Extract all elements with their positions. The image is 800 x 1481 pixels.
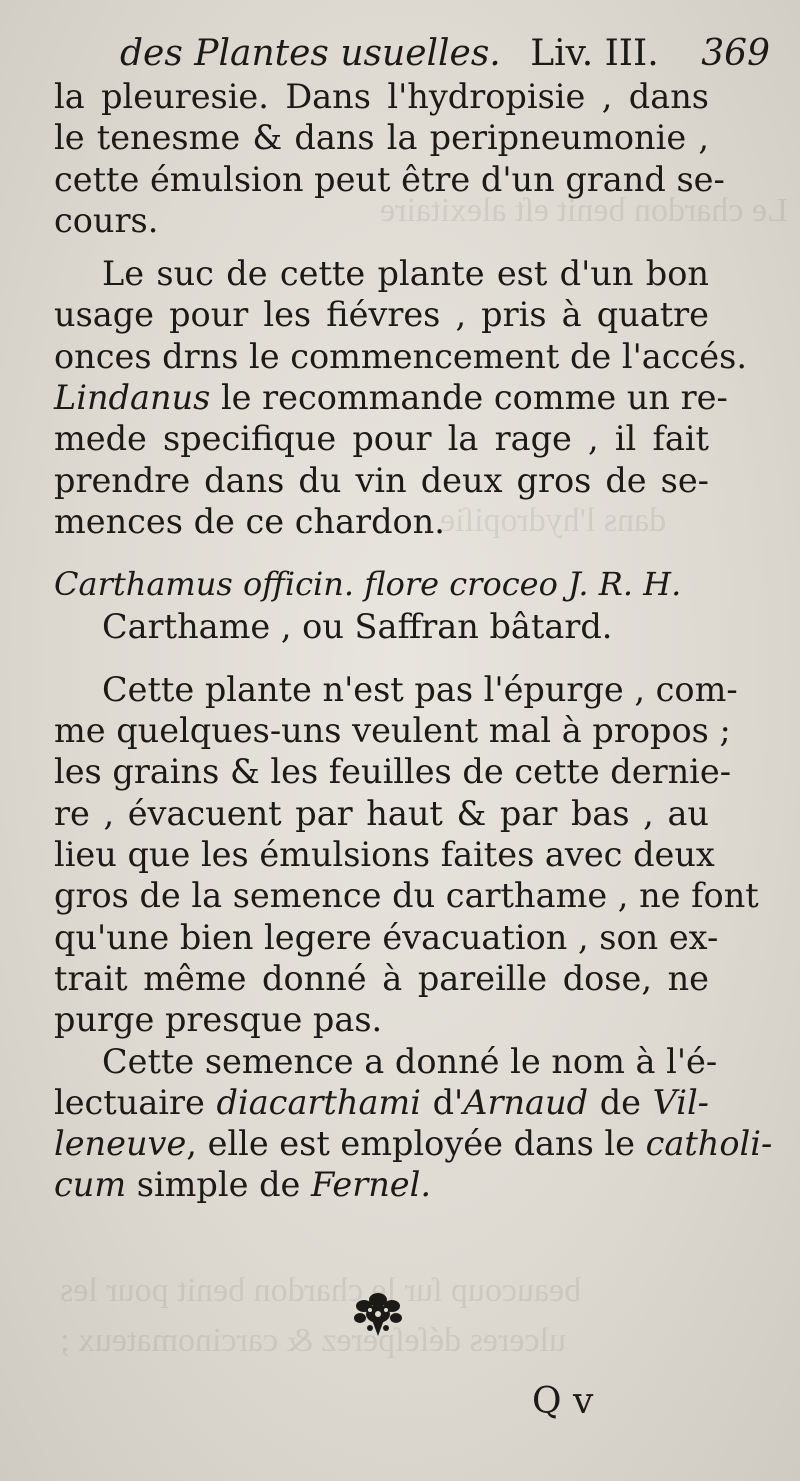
show-through-text: ulceres déſeſperez & carcinomateux ; xyxy=(60,1322,566,1359)
book-number: Liv. III. xyxy=(530,33,659,74)
show-through-text: dans l'hydropiſie xyxy=(440,502,667,539)
running-title: des Plantes usuelles. xyxy=(120,33,501,74)
show-through-text: beaucoup ſur le chardon benit pour les xyxy=(60,1272,582,1309)
text-line: cette émulsion peut être d'un grand se- xyxy=(54,159,725,199)
text-line: Cette semence a donné le nom à l'é- xyxy=(102,1041,718,1081)
text-line: purge presque pas. xyxy=(54,1000,383,1040)
paragraph xyxy=(54,76,725,241)
text-line: lieu que les émulsions faites avec deux xyxy=(54,835,715,875)
text-line: le tenesme & dans la peripneumonie , xyxy=(54,118,709,158)
text-line: me quelques-uns veulent mal à propos ; xyxy=(54,711,731,751)
species-heading xyxy=(54,564,709,647)
page-body xyxy=(54,76,773,1206)
text-line: Le suc de cette plante est d'un bon xyxy=(102,254,709,294)
fleuron-ornament xyxy=(348,1290,408,1338)
text-line: trait même donné à pareille dose, ne xyxy=(54,958,709,998)
text-line: la pleuresie. Dans l'hydropisie , dans xyxy=(54,77,709,116)
signature-mark: Q v xyxy=(532,1381,594,1422)
text-line: lectuaire diacarthami d'Arnaud de Vil- xyxy=(54,1082,709,1122)
text-line: mede specifique pour la rage , il fait xyxy=(54,419,709,459)
text-line: onces drns le commencement de l'accés. xyxy=(54,336,747,376)
paragraph xyxy=(54,253,747,542)
text-line: les grains & les feuilles de cette dernie- xyxy=(54,752,732,792)
text-line: gros de la semence du carthame , ne font xyxy=(54,876,759,916)
species-name: Carthamus officin. flore croceo J. R. H. xyxy=(54,565,682,604)
paragraph xyxy=(54,669,759,1041)
text-line: Lindanus le recommande comme un re- xyxy=(54,378,728,418)
text-line: mences de ce chardon. xyxy=(54,501,445,541)
text-line: cours. xyxy=(54,200,159,240)
text-line: leneuve, elle est employée dans le catholi- xyxy=(54,1124,773,1164)
text-line: qu'une bien legere évacuation , son ex- xyxy=(54,917,719,957)
text-line: prendre dans du vin deux gros de se- xyxy=(54,460,709,500)
text-line: cum simple de Fernel. xyxy=(54,1165,431,1205)
page-number: 369 xyxy=(701,33,770,74)
text-line: usage pour les fiévres , pris à quatre xyxy=(54,295,709,335)
common-name: Carthame , ou Saffran bâtard. xyxy=(102,606,613,646)
running-header xyxy=(120,32,770,76)
paragraph xyxy=(54,1041,773,1206)
text-line: re , évacuent par haut & par bas , au xyxy=(54,793,709,833)
show-through-text: Le chardon benit eſt alexitaire xyxy=(380,192,788,229)
text-line: Cette plante n'est pas l'épurge , com- xyxy=(102,669,738,709)
